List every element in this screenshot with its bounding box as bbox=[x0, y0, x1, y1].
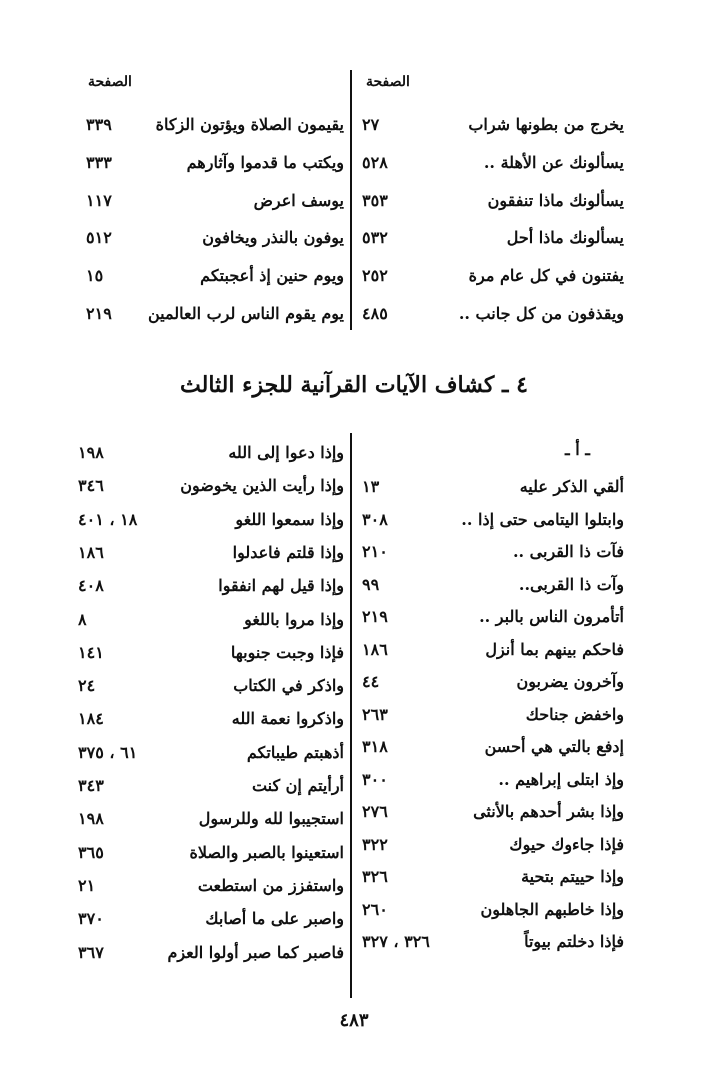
entry-page-number: ٢٧٦ bbox=[362, 802, 388, 821]
entry-page-number: ٣٦٧ bbox=[78, 942, 104, 962]
entry-page-number: ٢١٩ bbox=[86, 304, 112, 323]
entry-page-number: ٢١٩ bbox=[362, 607, 388, 626]
entry-page-number: ٣٦٥ bbox=[78, 842, 104, 862]
index-entry bbox=[86, 299, 344, 329]
entry-text: ويقذفون من كل جانب .. bbox=[458, 304, 624, 323]
index-entry bbox=[86, 186, 344, 216]
index-entry bbox=[78, 704, 344, 734]
index-entry bbox=[78, 638, 344, 668]
entry-page-number: ٥١٢ bbox=[86, 228, 112, 248]
entry-text: يوفون بالنذر ويخافون bbox=[202, 228, 344, 248]
entry-text: أرأيتم إن كنت bbox=[251, 776, 344, 795]
entry-text: فإذا دخلتم بيوتاً bbox=[524, 932, 624, 951]
entry-page-number: ٤٠٨ bbox=[78, 576, 104, 596]
index-entry bbox=[78, 804, 344, 834]
entry-page-number: ١٣ bbox=[362, 477, 380, 496]
index-entry bbox=[362, 602, 624, 632]
entry-text: أتأمرون الناس بالبر .. bbox=[479, 607, 624, 626]
entry-text: استعينوا بالصبر والصلاة bbox=[189, 842, 344, 862]
entry-text: وإذا دعوا إلى الله bbox=[228, 443, 344, 462]
entry-text: يقيمون الصلاة ويؤتون الزكاة bbox=[155, 115, 344, 134]
entry-page-number: ١٨٤ bbox=[78, 709, 104, 729]
entry-text: يخرج من بطونها شراب bbox=[468, 115, 624, 134]
entry-page-number: ١٤١ bbox=[78, 642, 104, 662]
entry-page-number: ٣٠٨ bbox=[362, 509, 388, 529]
entry-text: وآت ذا القربى.. bbox=[518, 574, 624, 594]
section-letter: ـ أ ـ bbox=[565, 440, 590, 459]
index-entry bbox=[78, 471, 344, 501]
entry-text: يوم يقوم الناس لرب العالمين bbox=[148, 304, 344, 323]
index-entry bbox=[78, 605, 344, 635]
entry-page-number: ٥٢٨ bbox=[362, 152, 388, 172]
entry-page-number: ٣٥٣ bbox=[362, 190, 388, 210]
entry-text: يسألونك ماذا تنفقون bbox=[487, 190, 624, 210]
index-entry bbox=[362, 797, 624, 827]
index-entry bbox=[78, 771, 344, 801]
entry-page-number: ٢٦٠ bbox=[362, 899, 388, 919]
entry-page-number: ٤٨٥ bbox=[362, 304, 388, 323]
entry-text: وإذا بشر أحدهم بالأنثى bbox=[473, 802, 624, 821]
index-entry bbox=[78, 871, 344, 901]
entry-text: واذكر في الكتاب bbox=[233, 676, 344, 696]
entry-text: فاصبر كما صبر أولوا العزم bbox=[167, 942, 344, 962]
index-entry bbox=[78, 904, 344, 934]
index-entry bbox=[78, 571, 344, 601]
index-entry bbox=[362, 505, 624, 535]
entry-page-number: ٢١ bbox=[78, 875, 96, 895]
entry-text: فاحكم بينهم بما أنزل bbox=[485, 639, 624, 659]
entry-text: ويكتب ما قدموا وآثارهم bbox=[186, 152, 344, 172]
entry-text: وإذا حييتم بتحية bbox=[521, 867, 624, 886]
entry-page-number: ١٨ ، ٤٠١ bbox=[78, 509, 138, 529]
page-number: ٤٨٣ bbox=[339, 1010, 369, 1031]
entry-page-number: ١٩٨ bbox=[78, 443, 104, 462]
index-entry bbox=[362, 537, 624, 567]
index-entry bbox=[362, 472, 624, 502]
entry-text: فإذا جاءوك حيوك bbox=[509, 834, 624, 854]
entry-page-number: ٢٤ bbox=[78, 676, 96, 696]
entry-text: وإذا قلتم فاعدلوا bbox=[232, 542, 344, 562]
entry-text: يسألونك عن الأهلة .. bbox=[483, 152, 624, 172]
index-entry bbox=[78, 438, 344, 468]
entry-page-number: ١٨٦ bbox=[78, 542, 104, 562]
entry-page-number: ٨ bbox=[78, 609, 87, 629]
index-entry bbox=[362, 570, 624, 600]
entry-text: فآت ذا القربى .. bbox=[512, 542, 624, 561]
index-entry bbox=[86, 110, 344, 140]
index-entry bbox=[362, 895, 624, 925]
entry-text: يفتنون في كل عام مرة bbox=[468, 266, 624, 286]
entry-page-number: ٣٤٦ bbox=[78, 476, 104, 496]
index-entry bbox=[78, 505, 344, 535]
entry-page-number: ٣٣٣ bbox=[86, 152, 112, 172]
index-entry bbox=[362, 148, 624, 178]
index-entry bbox=[362, 927, 624, 957]
index-entry bbox=[362, 186, 624, 216]
index-entry bbox=[362, 261, 624, 291]
entry-text: واخفض جناحك bbox=[525, 704, 624, 724]
entry-page-number: ٢٦٣ bbox=[362, 704, 388, 724]
entry-text: أذهبتم طيباتكم bbox=[246, 742, 344, 762]
entry-text: وإذا خاطبهم الجاهلون bbox=[480, 899, 624, 919]
entry-text: وإذ ابتلى إبراهيم .. bbox=[498, 769, 624, 789]
index-entry bbox=[78, 938, 344, 968]
entry-page-number: ٢١٠ bbox=[362, 542, 388, 561]
entry-page-number: ١٨٦ bbox=[362, 639, 388, 659]
entry-text: وإذا قيل لهم انفقوا bbox=[218, 576, 344, 596]
entry-page-number: ٥٣٢ bbox=[362, 228, 388, 248]
index-entry bbox=[78, 838, 344, 868]
entry-text: وإذا مروا باللغو bbox=[244, 609, 344, 629]
entry-page-number: ٣٧٠ bbox=[78, 909, 104, 929]
entry-text: وإذا سمعوا اللغو bbox=[235, 509, 344, 529]
entry-text: استجيبوا لله وللرسول bbox=[198, 809, 344, 829]
index-entry bbox=[362, 830, 624, 860]
index-entry bbox=[362, 223, 624, 253]
entry-page-number: ٣٢٢ bbox=[362, 834, 388, 854]
index-entry bbox=[86, 148, 344, 178]
entry-text: ويوم حنين إذ أعجبتكم bbox=[200, 266, 344, 286]
entry-page-number: ٣٢٦ ، ٣٢٧ bbox=[362, 932, 430, 951]
bottom-column-divider bbox=[350, 433, 352, 998]
entry-page-number: ٣٠٠ bbox=[362, 769, 388, 789]
index-entry bbox=[362, 667, 624, 697]
entry-page-number: ٣٣٩ bbox=[86, 115, 112, 134]
entry-page-number: ٩٩ bbox=[362, 574, 380, 594]
index-entry bbox=[362, 732, 624, 762]
entry-page-number: ٣١٨ bbox=[362, 737, 388, 756]
index-entry bbox=[362, 700, 624, 730]
index-entry bbox=[362, 765, 624, 795]
section-title: ٤ ـ كشاف الآيات القرآنية للجزء الثالث bbox=[180, 372, 528, 398]
index-entry bbox=[362, 635, 624, 665]
entry-text: واستفزز من استطعت bbox=[197, 875, 344, 895]
entry-text: واذكروا نعمة الله bbox=[231, 709, 344, 729]
entry-text: يوسف اعرض bbox=[253, 190, 344, 210]
top-column-divider bbox=[350, 70, 352, 330]
left-page-label: الصفحة bbox=[88, 74, 132, 90]
entry-page-number: ١٥ bbox=[86, 266, 104, 286]
entry-text: وإذا رأيت الذين يخوضون bbox=[180, 476, 344, 496]
index-entry bbox=[78, 671, 344, 701]
entry-page-number: ٣٢٦ bbox=[362, 867, 388, 886]
entry-page-number: ١١٧ bbox=[86, 190, 112, 210]
entry-page-number: ٤٤ bbox=[362, 672, 380, 691]
entry-page-number: ٢٧ bbox=[362, 115, 380, 134]
index-entry bbox=[362, 110, 624, 140]
right-page-label: الصفحة bbox=[366, 74, 410, 90]
entry-page-number: ١٩٨ bbox=[78, 809, 104, 829]
entry-text: يسألونك ماذا أحل bbox=[506, 228, 624, 248]
entry-text: واصبر على ما أصابك bbox=[205, 909, 344, 929]
index-entry bbox=[86, 223, 344, 253]
entry-text: وابتلوا اليتامى حتى إذا .. bbox=[461, 509, 624, 529]
entry-text: إدفع بالتي هي أحسن bbox=[484, 737, 624, 756]
index-entry bbox=[362, 862, 624, 892]
index-entry bbox=[86, 261, 344, 291]
entry-page-number: ٣٤٣ bbox=[78, 776, 104, 795]
entry-text: ألقي الذكر عليه bbox=[519, 477, 624, 496]
entry-text: وآخرون يضربون bbox=[516, 672, 624, 691]
index-entry bbox=[78, 738, 344, 768]
entry-page-number: ٦١ ، ٣٧٥ bbox=[78, 742, 138, 762]
index-entry bbox=[362, 299, 624, 329]
entry-page-number: ٢٥٢ bbox=[362, 266, 388, 286]
entry-text: فإذا وجبت جنوبها bbox=[230, 642, 344, 662]
index-entry bbox=[78, 538, 344, 568]
